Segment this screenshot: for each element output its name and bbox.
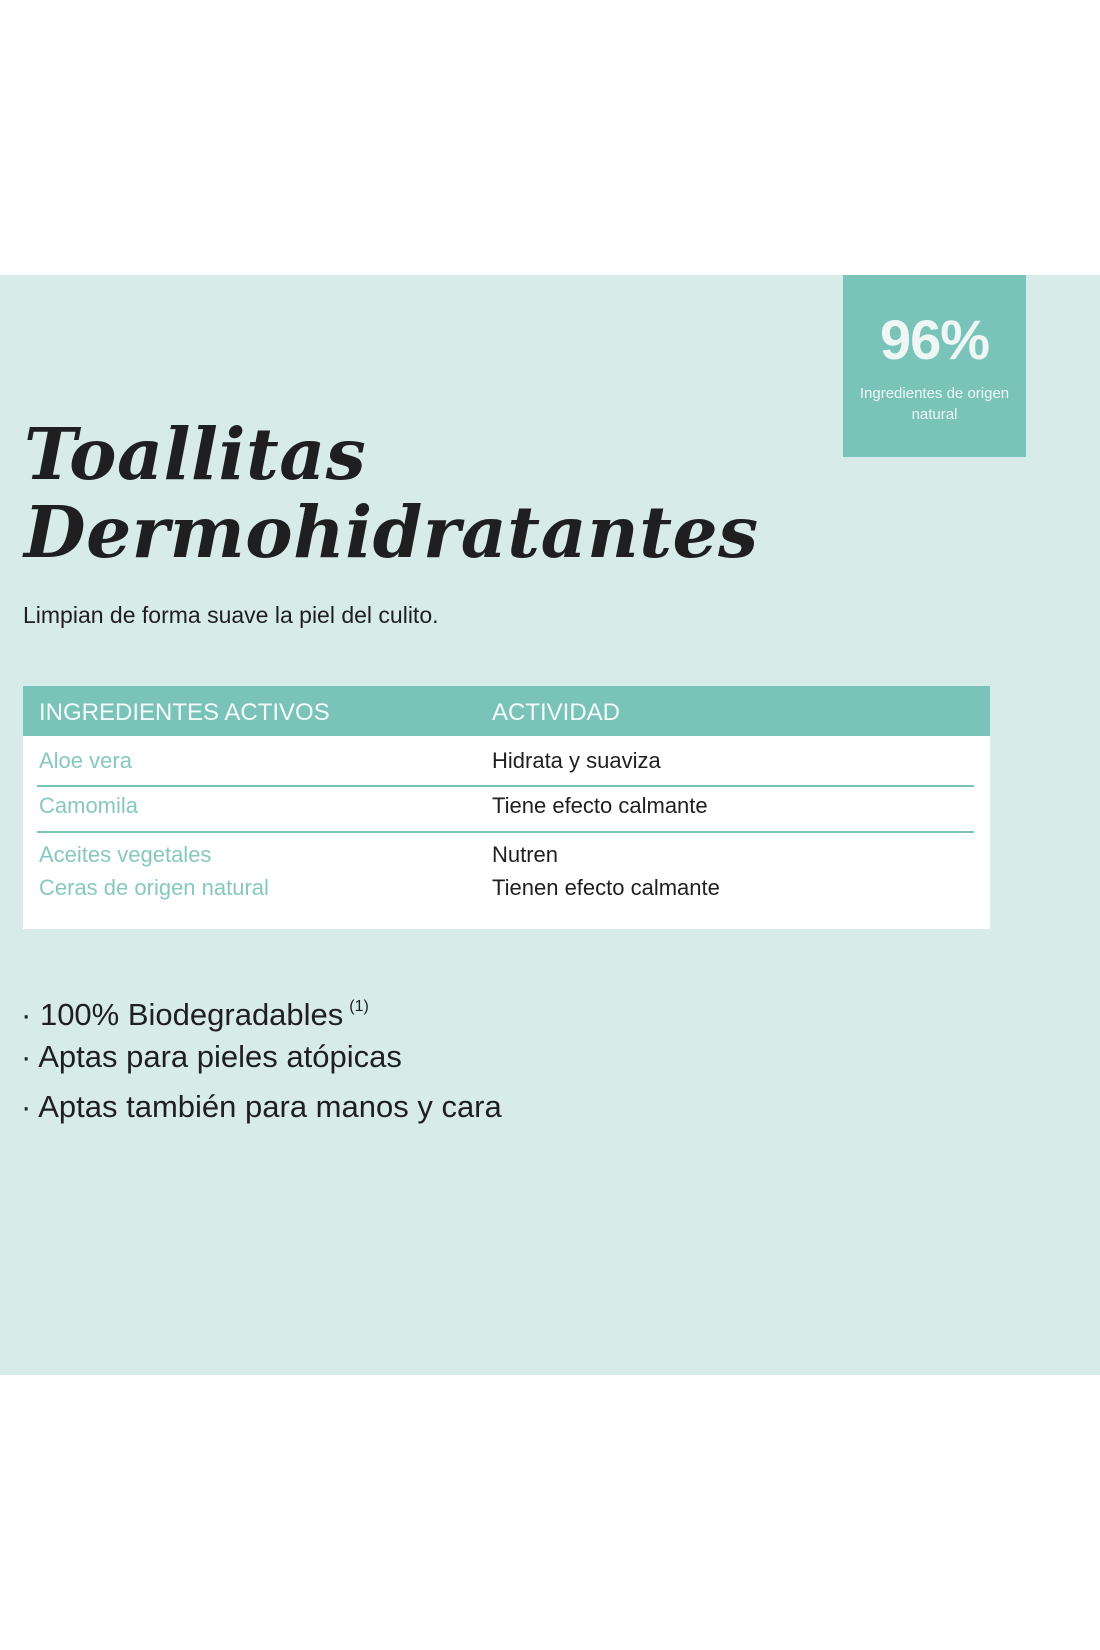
- badge-caption: Ingredientes de origen natural: [859, 385, 1010, 423]
- ingredient-name: Camomila: [39, 793, 139, 818]
- ingredient-activity: Nutren: [492, 842, 559, 867]
- feature-item: [21, 982, 502, 1032]
- natural-ingredients-badge: [843, 275, 1026, 457]
- bullet: ·: [21, 1039, 32, 1074]
- feature-list: [21, 982, 502, 1132]
- footnote-marker: (1): [349, 998, 369, 1015]
- header-ingredients: INGREDIENTES ACTIVOS: [39, 699, 330, 726]
- product-panel: [0, 275, 1100, 1375]
- feature-item: [21, 1082, 502, 1132]
- feature-item: [21, 1032, 502, 1082]
- ingredient-activity: Tienen efecto calmante: [492, 875, 720, 900]
- bullet: ·: [21, 997, 32, 1032]
- table-row: [37, 736, 974, 787]
- ingredient-name: Aloe vera: [39, 748, 132, 773]
- table-row: [37, 873, 974, 913]
- product-subtitle: Limpian de forma suave la piel del culito.: [23, 602, 439, 628]
- feature-text: 100% Biodegradables: [39, 997, 344, 1032]
- ingredient-activity: Tiene efecto calmante: [492, 793, 708, 818]
- feature-text: Aptas también para manos y cara: [38, 1089, 502, 1124]
- ingredient-name: Aceites vegetales: [39, 842, 212, 867]
- ingredient-name: Ceras de origen natural: [39, 875, 269, 900]
- table-row: [37, 787, 974, 833]
- product-title: [24, 412, 759, 574]
- ingredient-activity: Hidrata y suaviza: [492, 748, 661, 773]
- feature-text: Aptas para pieles atópicas: [38, 1039, 402, 1074]
- table-header: [23, 686, 990, 736]
- table-row: [37, 833, 974, 873]
- bullet: ·: [21, 1089, 32, 1124]
- title-line-1: Toallitas: [24, 412, 367, 496]
- header-activity: ACTIVIDAD: [492, 699, 621, 726]
- ingredients-table: [23, 686, 990, 929]
- badge-percent: 96%: [879, 308, 990, 371]
- title-line-2: Dermohidratantes: [24, 490, 759, 574]
